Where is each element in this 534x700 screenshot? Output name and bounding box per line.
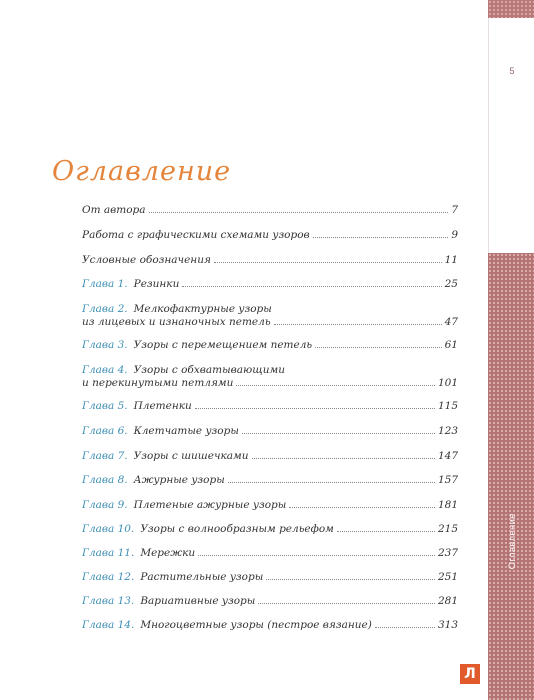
toc-page-number: 157 bbox=[437, 474, 458, 486]
toc-chapter-number: Глава 1. bbox=[82, 278, 128, 290]
toc-chapter-number: Глава 5. bbox=[82, 400, 128, 412]
decorative-side-band bbox=[488, 0, 534, 700]
toc-entry[interactable] bbox=[82, 547, 458, 560]
toc-page-number: 115 bbox=[437, 400, 458, 412]
toc-entry[interactable] bbox=[82, 571, 458, 584]
toc-entry-line bbox=[82, 303, 458, 316]
toc-entry[interactable] bbox=[82, 303, 458, 329]
toc-page-number: 251 bbox=[437, 571, 458, 583]
toc-entry-line bbox=[82, 377, 458, 390]
toc-entry[interactable] bbox=[82, 474, 458, 487]
toc-entry-title: Резинки bbox=[133, 278, 180, 290]
toc-entry-line bbox=[82, 204, 458, 217]
toc-chapter-number: Глава 14. bbox=[82, 619, 135, 631]
toc-entry-line bbox=[82, 339, 458, 352]
band-page-number-area bbox=[488, 18, 534, 253]
toc-page-number: 123 bbox=[437, 425, 458, 437]
toc-entry[interactable] bbox=[82, 499, 458, 512]
toc-entry-line bbox=[82, 450, 458, 463]
toc-entry-line bbox=[82, 364, 458, 377]
toc-page-number: 313 bbox=[437, 619, 458, 631]
toc-entry[interactable] bbox=[82, 450, 458, 463]
toc-entry-title: Работа с графическими схемами узоров bbox=[82, 229, 310, 241]
toc-page-number: 47 bbox=[444, 316, 458, 328]
toc-entry-line bbox=[82, 254, 458, 267]
toc-page-number: 281 bbox=[437, 595, 458, 607]
toc-entry-line bbox=[82, 523, 458, 536]
toc-entry-title: Узоры с обхватывающими bbox=[133, 364, 285, 376]
toc-page-number: 7 bbox=[451, 204, 458, 216]
toc-leader-dots bbox=[274, 324, 442, 325]
toc-leader-dots bbox=[337, 531, 435, 532]
toc-leader-dots bbox=[182, 286, 441, 287]
toc-page-number: 9 bbox=[451, 229, 458, 241]
toc-entry[interactable] bbox=[82, 254, 458, 267]
toc-entry-title: Ажурные узоры bbox=[133, 474, 225, 486]
toc-leader-dots bbox=[289, 507, 435, 508]
toc-page-number: 11 bbox=[444, 254, 458, 266]
toc-leader-dots bbox=[266, 579, 435, 580]
toc-entry[interactable] bbox=[82, 619, 458, 632]
toc-chapter-number: Глава 10. bbox=[82, 523, 135, 535]
toc-chapter-number: Глава 8. bbox=[82, 474, 128, 486]
toc-leader-dots bbox=[236, 385, 435, 386]
toc-entry-line bbox=[82, 316, 458, 329]
toc-leader-dots bbox=[242, 433, 435, 434]
toc-leader-dots bbox=[195, 408, 435, 409]
toc-entry-title: Мережки bbox=[140, 547, 196, 559]
toc-entry-line bbox=[82, 229, 458, 242]
toc-entry-line bbox=[82, 571, 458, 584]
page-number: 5 bbox=[509, 66, 515, 76]
toc-page-number: 237 bbox=[437, 547, 458, 559]
toc-entry[interactable] bbox=[82, 278, 458, 291]
toc-entry[interactable] bbox=[82, 595, 458, 608]
publisher-logo: Л bbox=[460, 664, 480, 684]
toc-entry-title: Узоры с шишечками bbox=[133, 450, 249, 462]
toc-leader-dots bbox=[214, 262, 442, 263]
toc-chapter-number: Глава 2. bbox=[82, 303, 128, 315]
toc-page-number: 61 bbox=[444, 339, 458, 351]
toc-page-number: 181 bbox=[437, 499, 458, 511]
toc-entry-title: От автора bbox=[82, 204, 146, 216]
toc-entry-title: Многоцветные узоры (пестрое вязание) bbox=[140, 619, 372, 631]
toc-entry-title: Условные обозначения bbox=[82, 254, 211, 266]
toc-entry-line bbox=[82, 474, 458, 487]
toc-entry-line bbox=[82, 278, 458, 291]
toc-entry-title: и перекинутыми петлями bbox=[82, 377, 234, 389]
side-section-label-text: Оглавление bbox=[507, 513, 517, 570]
toc-leader-dots bbox=[252, 458, 435, 459]
toc-entry[interactable] bbox=[82, 425, 458, 438]
toc-entry[interactable] bbox=[82, 364, 458, 390]
toc-entry[interactable] bbox=[82, 523, 458, 536]
toc-chapter-number: Глава 9. bbox=[82, 499, 128, 511]
band-lower-pattern bbox=[488, 253, 534, 700]
toc-entry-line bbox=[82, 499, 458, 512]
toc-page-number: 25 bbox=[444, 278, 458, 290]
toc-entry-line bbox=[82, 425, 458, 438]
toc-entry[interactable] bbox=[82, 204, 458, 217]
toc-entry-line bbox=[82, 619, 458, 632]
toc-entry-line bbox=[82, 595, 458, 608]
toc-leader-dots bbox=[315, 347, 441, 348]
toc-page-number: 215 bbox=[437, 523, 458, 535]
toc-entry-title: Растительные узоры bbox=[140, 571, 264, 583]
toc-chapter-number: Глава 4. bbox=[82, 364, 128, 376]
toc-entry-title: из лицевых и изнаночных петель bbox=[82, 316, 271, 328]
toc-chapter-number: Глава 6. bbox=[82, 425, 128, 437]
toc-chapter-number: Глава 13. bbox=[82, 595, 135, 607]
toc-leader-dots bbox=[313, 237, 449, 238]
toc-chapter-number: Глава 7. bbox=[82, 450, 128, 462]
toc-chapter-number: Глава 3. bbox=[82, 339, 128, 351]
toc-entry-line bbox=[82, 547, 458, 560]
toc-entry-title: Плетеные ажурные узоры bbox=[133, 499, 287, 511]
toc-entry-line bbox=[82, 400, 458, 413]
toc-entry-title: Плетенки bbox=[133, 400, 192, 412]
toc-leader-dots bbox=[258, 603, 435, 604]
toc-chapter-number: Глава 12. bbox=[82, 571, 135, 583]
toc-entry-title: Вариативные узоры bbox=[140, 595, 256, 607]
toc-entry[interactable] bbox=[82, 339, 458, 352]
toc-leader-dots bbox=[375, 627, 435, 628]
toc-entry-title: Узоры с перемещением петель bbox=[133, 339, 313, 351]
side-section-label bbox=[497, 513, 527, 593]
toc-page-number: 101 bbox=[437, 377, 458, 389]
toc-leader-dots bbox=[228, 482, 435, 483]
toc-entry-title: Клетчатые узоры bbox=[133, 425, 239, 437]
toc-entry-title: Мелкофактурные узоры bbox=[133, 303, 272, 315]
toc-chapter-number: Глава 11. bbox=[82, 547, 135, 559]
toc-entry-title: Узоры с волнообразным рельефом bbox=[140, 523, 334, 535]
toc-leader-dots bbox=[198, 555, 435, 556]
toc-entry[interactable] bbox=[82, 400, 458, 413]
band-top-pattern bbox=[488, 0, 534, 18]
toc-entry[interactable] bbox=[82, 229, 458, 242]
page-title: Оглавление bbox=[52, 156, 232, 187]
toc-leader-dots bbox=[149, 212, 449, 213]
toc-page-number: 147 bbox=[437, 450, 458, 462]
